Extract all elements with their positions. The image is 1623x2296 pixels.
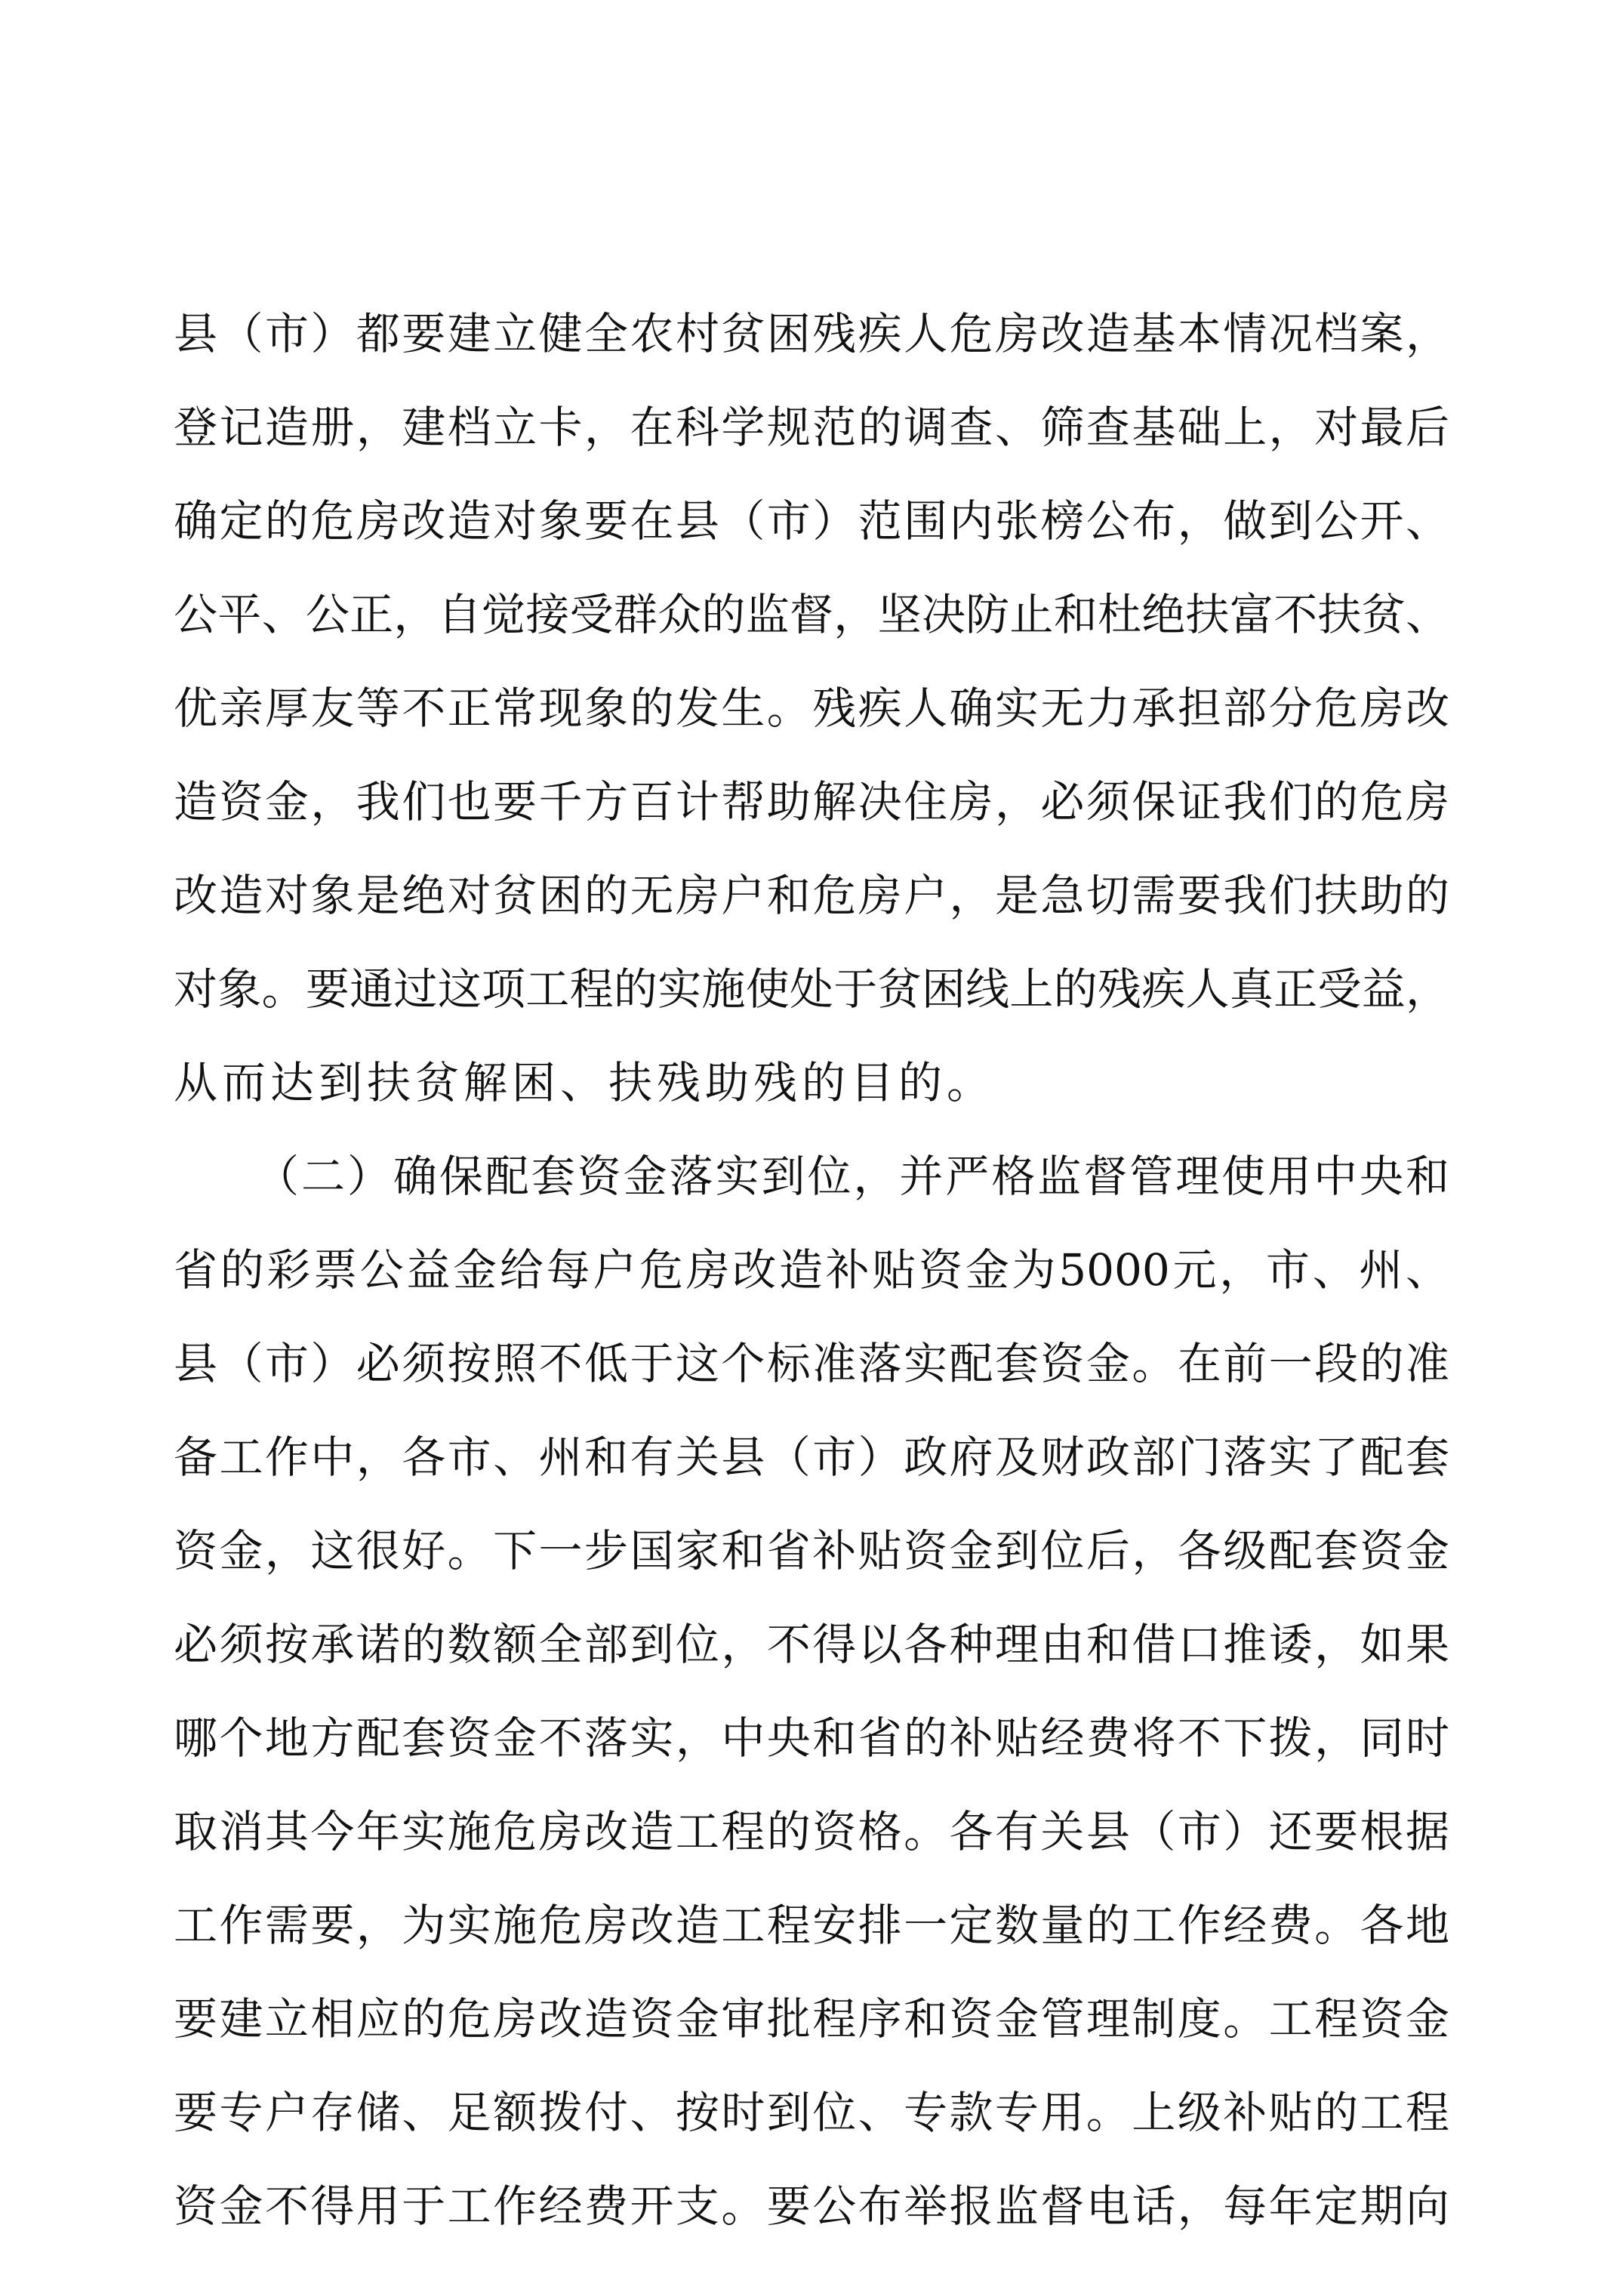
text-line: 要建立相应的危房改造资金审批程序和资金管理制度。工程资金 (174, 1993, 1449, 2045)
text-line: 省的彩票公益金给每户危房改造补贴资金为5000元，市、州、 (174, 1244, 1449, 1296)
text-line: 对象。要通过这项工程的实施使处于贫困线上的残疾人真正受益， (174, 963, 1449, 1015)
text-line: 备工作中，各市、州和有关县（市）政府及财政部门落实了配套 (174, 1432, 1449, 1483)
text-line: 必须按承诺的数额全部到位，不得以各种理由和借口推诿，如果 (174, 1619, 1449, 1670)
text-line: 确定的危房改造对象要在县（市）范围内张榜公布，做到公开、 (174, 495, 1449, 547)
text-line: 哪个地方配套资金不落实，中央和省的补贴经费将不下拨，同时 (174, 1712, 1449, 1764)
text-line: 造资金，我们也要千方百计帮助解决住房，必须保证我们的危房 (174, 776, 1449, 827)
text-line: 取消其今年实施危房改造工程的资格。各有关县（市）还要根据 (174, 1806, 1449, 1857)
text-line: 资金不得用于工作经费开支。要公布举报监督电话，每年定期向 (174, 2180, 1449, 2232)
text-line: 资金，这很好。下一步国家和省补贴资金到位后，各级配套资金 (174, 1525, 1449, 1576)
text-line: 县（市）必须按照不低于这个标准落实配套资金。在前一段的准 (174, 1338, 1449, 1389)
text-line: 公平、公正，自觉接受群众的监督，坚决防止和杜绝扶富不扶贫、 (174, 589, 1449, 640)
text-line: 登记造册，建档立卡，在科学规范的调查、筛查基础上，对最后 (174, 402, 1449, 453)
text-line: 优亲厚友等不正常现象的发生。残疾人确实无力承担部分危房改 (174, 683, 1449, 734)
text-line: 要专户存储、足额拨付、按时到位、专款专用。上级补贴的工程 (174, 2087, 1449, 2138)
text-line: （二）确保配套资金落实到位，并严格监督管理使用中央和 (255, 1151, 1449, 1202)
text-line: 改造对象是绝对贫困的无房户和危房户，是急切需要我们扶助的 (174, 870, 1449, 921)
text-line: 从而达到扶贫解困、扶残助残的目的。 (174, 1057, 996, 1108)
text-line: 工作需要，为实施危房改造工程安排一定数量的工作经费。各地 (174, 1900, 1449, 1951)
text-line: 县（市）都要建立健全农村贫困残疾人危房改造基本情况档案， (174, 308, 1449, 359)
